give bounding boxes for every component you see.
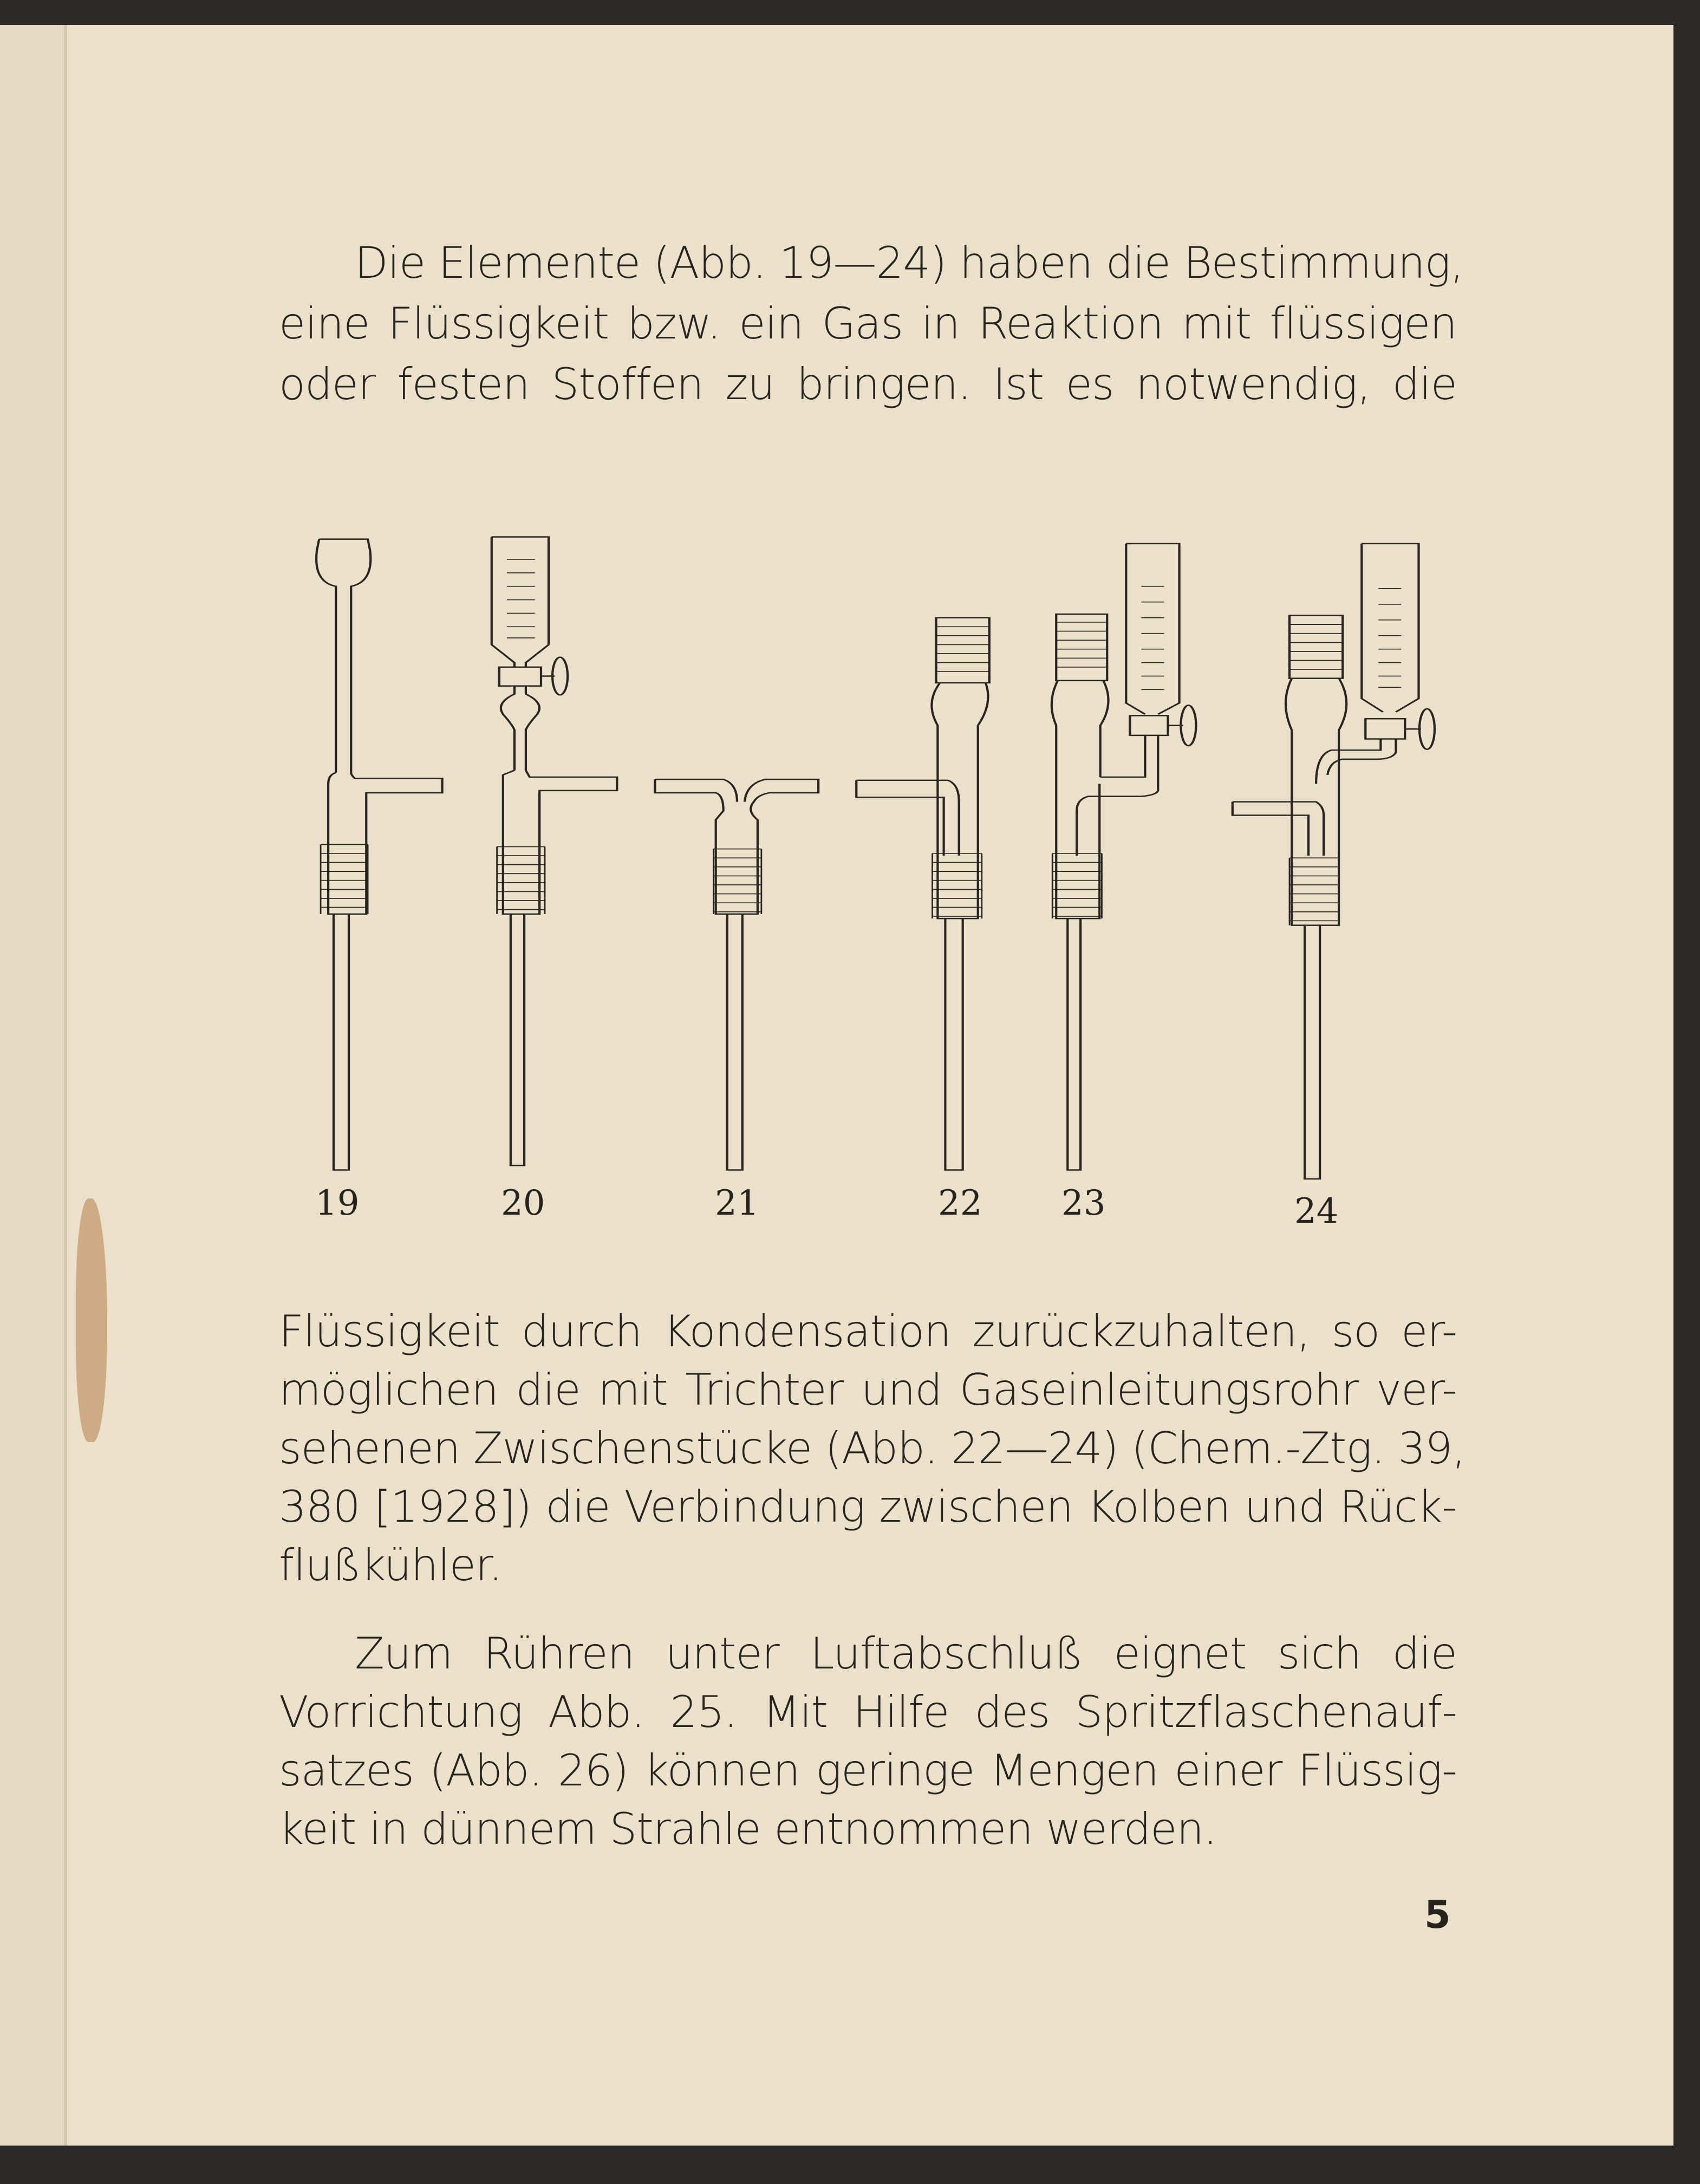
text-line: Flüssigkeit durch Kondensation zurückzuhalten, so er- xyxy=(279,1306,1457,1357)
figure-label-24: 24 xyxy=(1294,1191,1339,1231)
text-line: keit in dünnem Strahle entnommen werden. xyxy=(279,1804,1217,1854)
page-number: 5 xyxy=(1424,1893,1451,1937)
binding-gutter xyxy=(64,25,67,2146)
figure-label-23: 23 xyxy=(1061,1183,1106,1223)
paragraph-2 xyxy=(279,1302,1465,1595)
figure-label-21: 21 xyxy=(715,1183,759,1223)
text-line: Zum Rühren unter Luftabschluß eignet sich die xyxy=(355,1628,1457,1679)
apparatus-figure xyxy=(298,514,1489,1218)
apparatus-21 xyxy=(655,779,818,1170)
figure-label-22: 22 xyxy=(938,1183,982,1223)
text-line: sehenen Zwischenstücke (Abb. 22—24) (Chem.-Ztg. 39, xyxy=(279,1423,1465,1474)
paragraph-1 xyxy=(279,233,1464,415)
text-line: oder festen Stoffen zu bringen. Ist es notwendig, die xyxy=(279,359,1457,409)
text-line: eine Flüssigkeit bzw. ein Gas in Reaktion mit flüssigen xyxy=(279,298,1457,349)
apparatus-23 xyxy=(1052,544,1196,1170)
figure-label-20: 20 xyxy=(501,1183,545,1223)
apparatus-24 xyxy=(1233,544,1435,1179)
apparatus-22 xyxy=(856,618,989,1170)
text-line: Die Elemente (Abb. 19—24) haben die Bestimmung, xyxy=(355,238,1464,288)
apparatus-20 xyxy=(492,537,617,1165)
text-line: flußkühler. xyxy=(279,1540,502,1590)
figure-label-19: 19 xyxy=(315,1183,360,1223)
facing-page-edge xyxy=(0,25,64,2146)
text-line: 380 [1928]) die Verbindung zwischen Kolben und Rück- xyxy=(279,1482,1457,1532)
text-line: Vorrichtung Abb. 25. Mit Hilfe des Spritzflaschenauf- xyxy=(279,1687,1457,1737)
apparatus-19 xyxy=(316,539,442,1170)
paragraph-3 xyxy=(279,1625,1457,1859)
text-line: satzes (Abb. 26) können geringe Mengen einer Flüssig- xyxy=(279,1745,1457,1796)
paper-stain xyxy=(76,1198,107,1442)
text-line: möglichen die mit Trichter und Gaseinleitungsrohr ver- xyxy=(279,1365,1457,1415)
